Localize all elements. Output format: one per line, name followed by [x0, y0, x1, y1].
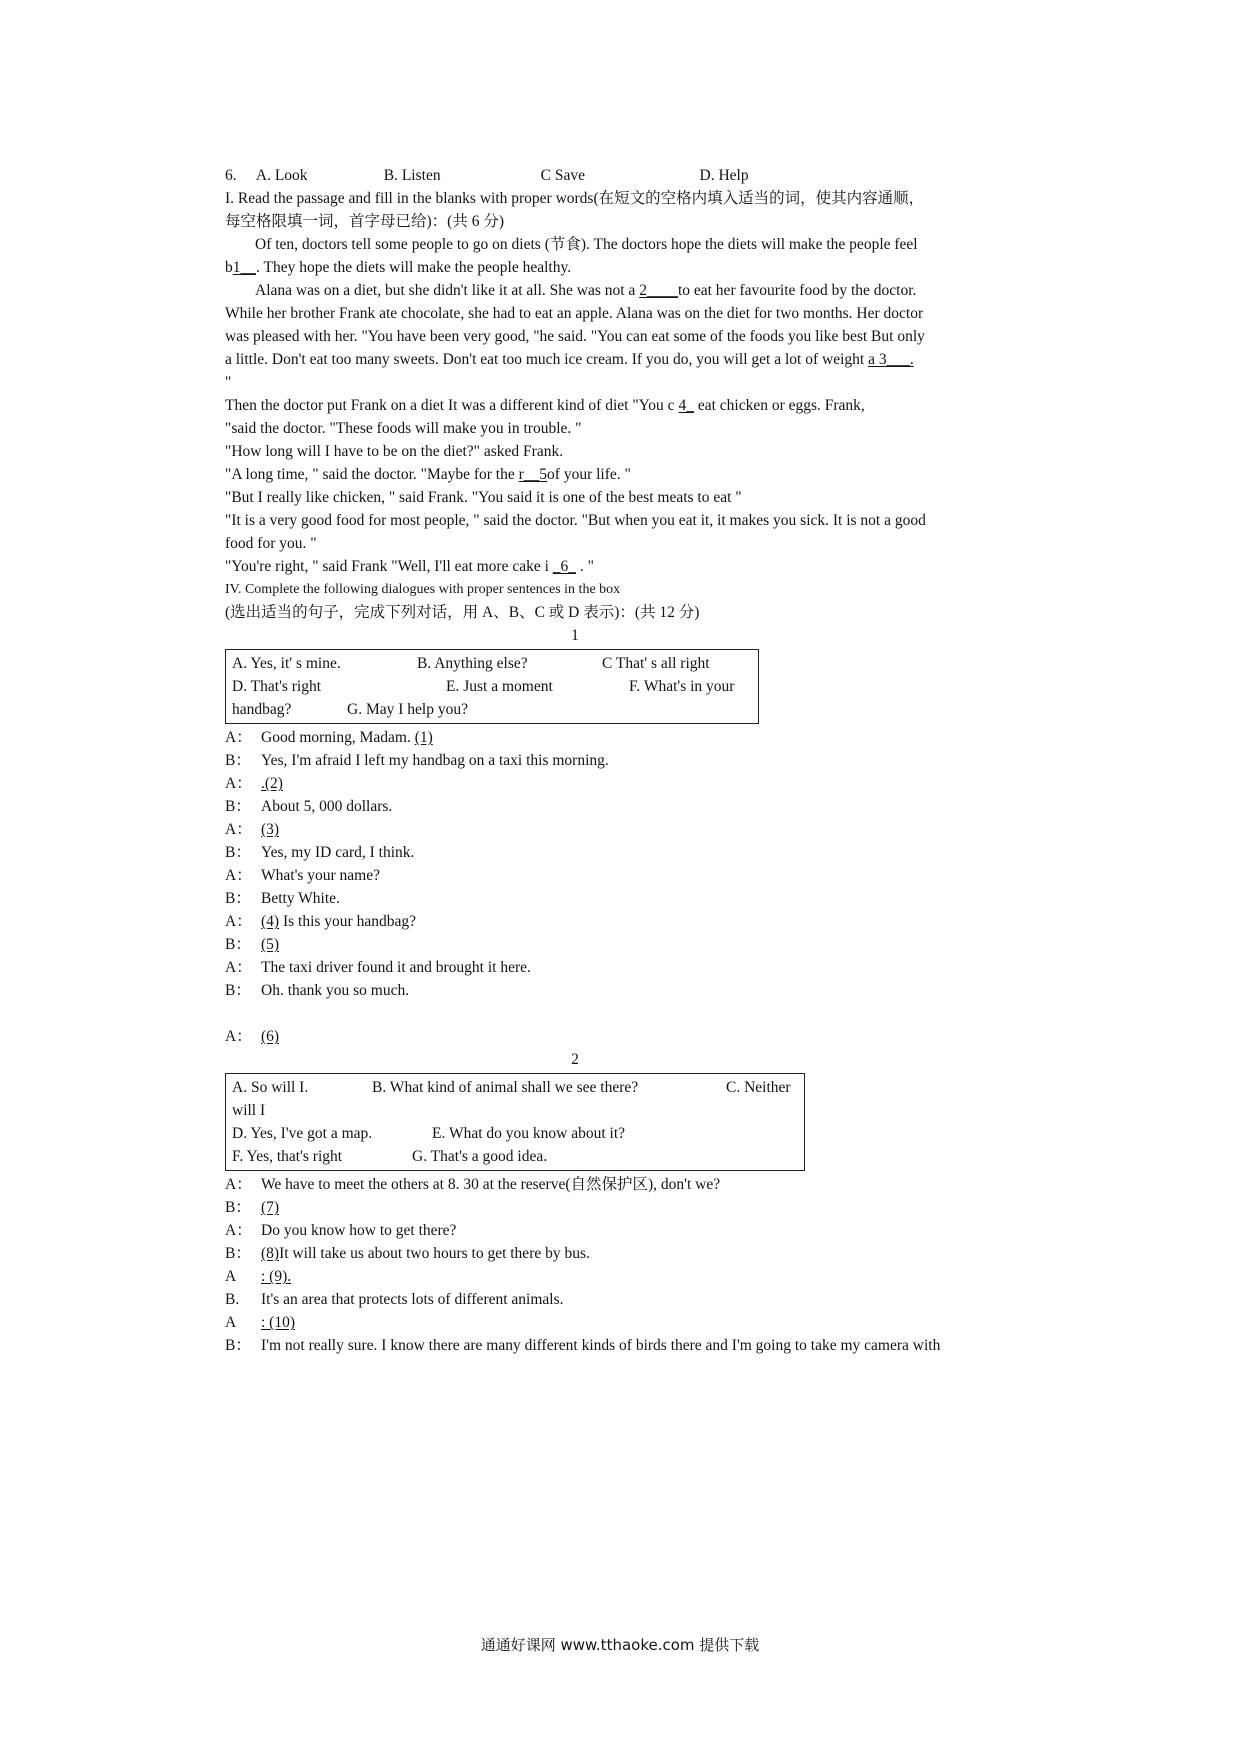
dialogue-line [225, 910, 1021, 933]
dialogue-line [225, 1334, 1021, 1357]
dialogue-line [225, 887, 1021, 910]
passage-line: food for you. " [225, 535, 317, 552]
passage-line: "You're right, " said Frank "Well, I'll eat more cake i _6_ . " [225, 558, 594, 575]
blank: (1) [414, 729, 433, 746]
dialogue-line [225, 956, 1021, 979]
option-d: D. Help [699, 167, 749, 184]
box-option-d: D. Yes, I've got a map. [232, 1125, 373, 1142]
line-text: Do you know how to get there? [261, 1222, 457, 1239]
blank-5: r__5 [518, 466, 548, 483]
box-option-f: F. What's in your [629, 678, 735, 695]
speaker: B： [225, 1199, 251, 1216]
worksheet-page [225, 164, 1021, 1357]
passage-line: "How long will I have to be on the diet?" asked Frank. [225, 443, 564, 460]
option-c: C Save [540, 167, 585, 184]
line-text-cont: It will take us about two hours to get there by bus. [279, 1245, 590, 1262]
blank-6: _6_ [552, 558, 577, 575]
speaker: A： [225, 1176, 252, 1193]
line-text: We have to meet the others at 8. 30 at the reserve(自然保护区), don't we? [261, 1176, 721, 1193]
question-6-options [225, 164, 1021, 187]
box-option-a: A. So will I. [232, 1079, 309, 1096]
dialogue-line [225, 1288, 1021, 1311]
passage-line: was pleased with her. "You have been very good, "he said. "You can eat some of the foods you like best But only [225, 328, 925, 345]
box-option-a: A. Yes, it' s mine. [232, 655, 341, 672]
passage-line: a little. Don't eat too many sweets. Don't eat too much ice cream. If you do, you will get a lot of weight a 3___. [225, 351, 914, 368]
passage-line: " [225, 374, 232, 391]
dialogue-number: 1 [571, 627, 579, 644]
box-option-c: C. Neither [726, 1079, 791, 1096]
box-option-b: B. What kind of animal shall we see there? [372, 1079, 639, 1096]
footer-credit: 通通好课网 www.tthaoke.com 提供下载 [480, 1636, 760, 1654]
dialogue-1-last [225, 1025, 1021, 1048]
blank: (8) [261, 1245, 280, 1262]
blank-4: 4_ [678, 397, 694, 414]
dialogue-line [225, 933, 1021, 956]
box-option-d: D. That's right [232, 678, 322, 695]
line-text: Yes, I'm afraid I left my handbag on a taxi this morning. [261, 752, 609, 769]
blank: (6) [261, 1028, 280, 1045]
speaker: B. [225, 1291, 240, 1308]
line-text: I'm not really sure. I know there are many different kinds of birds there and I'm going to take my camera with [261, 1337, 941, 1354]
dialogue-line [225, 1265, 1021, 1288]
speaker: A： [225, 913, 252, 930]
dialogue-number: 2 [571, 1051, 579, 1068]
speaker: A： [225, 729, 252, 746]
speaker: A： [225, 1028, 252, 1045]
blank: (4) [261, 913, 280, 930]
speaker: B： [225, 1337, 251, 1354]
passage-line: Alana was on a diet, but she didn't like it at all. She was not a 2____to eat her favourite food by the doctor. [255, 282, 917, 299]
dialogue-line [225, 1025, 1021, 1048]
option-a: A. Look [255, 167, 308, 184]
line-text: What's your name? [261, 867, 380, 884]
speaker: B： [225, 1245, 251, 1262]
speaker: B： [225, 844, 251, 861]
box-option-f: F. Yes, that's right [232, 1148, 343, 1165]
box-option-c: C That' s all right [602, 655, 710, 672]
speaker: A： [225, 821, 252, 838]
line-text: Yes, my ID card, I think. [261, 844, 415, 861]
passage-line: "A long time, " said the doctor. "Maybe for the r__5of your life. " [225, 466, 631, 483]
dialogue-line [225, 1219, 1021, 1242]
box-option-e: E. Just a moment [446, 678, 553, 695]
section-heading: I. Read the passage and fill in the blanks with proper words(在短文的空格内填入适当的词，使其内容通顺， [225, 190, 925, 207]
question-number: 6. [225, 167, 237, 184]
passage-line: While her brother Frank ate chocolate, she had to eat an apple. Alana was on the diet for two months. Her doctor [225, 305, 924, 322]
dialogue-1 [225, 726, 1021, 1002]
section-heading-cont: (选出适当的句子，完成下列对话，用 A、B、C 或 D 表示)：(共 12 分) [225, 604, 700, 621]
speaker: B： [225, 798, 251, 815]
speaker: A [225, 1314, 237, 1331]
dialogue-line [225, 749, 1021, 772]
line-text: The taxi driver found it and brought it here. [261, 959, 531, 976]
answer-box [225, 1073, 805, 1171]
blank: : (10) [261, 1314, 296, 1331]
dialogue-line [225, 795, 1021, 818]
passage-line: Then the doctor put Frank on a diet It was a different kind of diet "You c 4_ eat chicken or eggs. Frank, [225, 397, 865, 414]
speaker: B： [225, 936, 251, 953]
line-text: About 5, 000 dollars. [261, 798, 393, 815]
blank: : (9). [261, 1268, 292, 1285]
line-text: It's an area that protects lots of different animals. [261, 1291, 564, 1308]
speaker: B： [225, 752, 251, 769]
passage-line: Of ten, doctors tell some people to go on diets (节食). The doctors hope the diets will make the people feel [255, 236, 918, 253]
speaker: A： [225, 867, 252, 884]
box-option-c-cont: will I [232, 1102, 266, 1119]
blank: (3) [261, 821, 280, 838]
option-b: B. Listen [383, 167, 441, 184]
speaker: A： [225, 1222, 252, 1239]
section-heading-cont: 每空格限填一词，首字母已给)：(共 6 分) [225, 213, 504, 230]
passage-line: "said the doctor. "These foods will make you in trouble. " [225, 420, 582, 437]
speaker: A： [225, 959, 252, 976]
blank: (5) [261, 936, 280, 953]
blank-1: 1__ [232, 259, 256, 276]
passage [225, 233, 1021, 578]
box-option-b: B. Anything else? [417, 655, 528, 672]
dialogue-line [225, 1173, 1021, 1196]
dialogue-line [225, 979, 1021, 1002]
dialogue-line [225, 1196, 1021, 1219]
box-option-e: E. What do you know about it? [432, 1125, 626, 1142]
blank-3: a 3___. [868, 351, 914, 368]
dialogue-line [225, 841, 1021, 864]
dialogue-line [225, 818, 1021, 841]
line-text-cont: Is this your handbag? [279, 913, 416, 930]
line-text: Oh. thank you so much. [261, 982, 410, 999]
passage-line: "But I really like chicken, " said Frank. "You said it is one of the best meats to eat " [225, 489, 742, 506]
dialogue-line [225, 772, 1021, 795]
passage-line: b1__. They hope the diets will make the people healthy. [225, 259, 572, 276]
box-option-g: G. May I help you? [347, 701, 468, 718]
dialogue-line [225, 1311, 1021, 1334]
dialogue-2 [225, 1173, 1021, 1357]
speaker: A： [225, 775, 252, 792]
blank: .(2) [261, 775, 283, 792]
line-text: Good morning, Madam. [261, 729, 415, 746]
blank-2: 2____ [639, 282, 678, 299]
answer-box [225, 649, 759, 724]
box-option-f-cont: handbag? [232, 701, 292, 718]
dialogue-line [225, 1242, 1021, 1265]
box-option-g: G. That's a good idea. [412, 1148, 548, 1165]
section-heading: IV. Complete the following dialogues with proper sentences in the box [225, 582, 621, 597]
blank: (7) [261, 1199, 280, 1216]
speaker: A [225, 1268, 237, 1285]
speaker: B： [225, 982, 251, 999]
speaker: B： [225, 890, 251, 907]
dialogue-line [225, 726, 1021, 749]
passage-line: "It is a very good food for most people, " said the doctor. "But when you eat it, it makes you sick. It is not a good [225, 512, 926, 529]
line-text: Betty White. [261, 890, 340, 907]
dialogue-line [225, 864, 1021, 887]
